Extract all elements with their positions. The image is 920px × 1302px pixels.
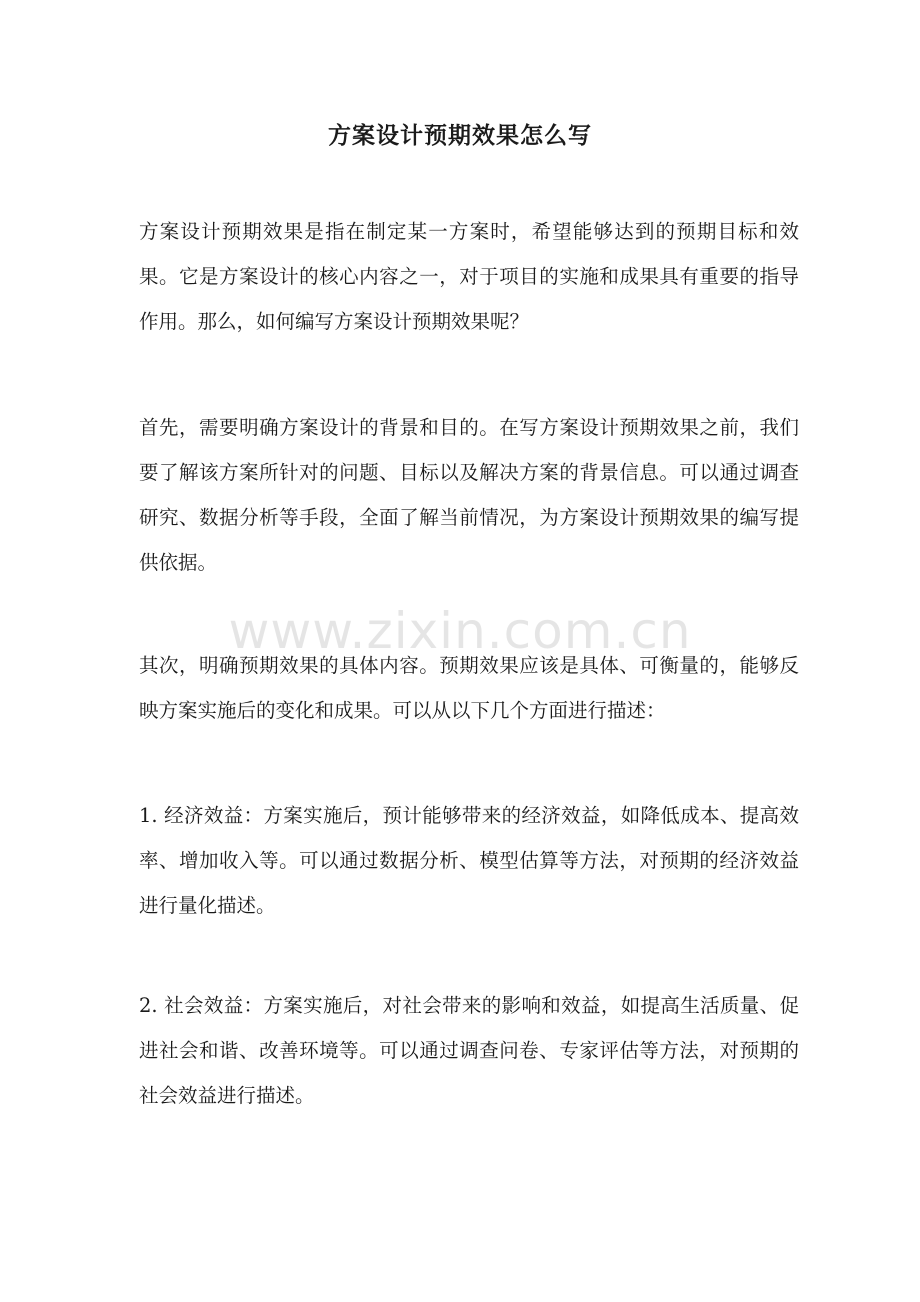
paragraph-background: 首先，需要明确方案设计的背景和目的。在写方案设计预期效果之前，我们要了解该方案所针对的问题、目标以及解决方案的背景信息。可以通过调查研究、数据分析等手段，全面了解当前情况，为方案设计预期效果的编写提供依据。 <box>139 416 799 574</box>
paragraph-intro: 方案设计预期效果是指在制定某一方案时，希望能够达到的预期目标和效果。它是方案设计的核心内容之一，对于项目的实施和成果具有重要的指导作用。那么，如何编写方案设计预期效果呢？ <box>139 220 799 333</box>
paragraph-expected-content: 其次，明确预期效果的具体内容。预期效果应该是具体、可衡量的，能够反映方案实施后的变化和成果。可以从以下几个方面进行描述： <box>139 654 799 722</box>
document-title: 方案设计预期效果怎么写 <box>328 122 592 149</box>
paragraph-social-benefit: 2. 社会效益：方案实施后，对社会带来的影响和效益，如提高生活质量、促进社会和谐、改善环境等。可以通过调查问卷、专家评估等方法，对预期的社会效益进行描述。 <box>139 994 799 1107</box>
watermark: www.zixin.com.cn <box>228 602 692 660</box>
paragraph-economic-benefit: 1. 经济效益：方案实施后，预计能够带来的经济效益，如降低成本、提高效率、增加收入等。可以通过数据分析、模型估算等方法，对预期的经济效益进行量化描述。 <box>139 804 799 917</box>
